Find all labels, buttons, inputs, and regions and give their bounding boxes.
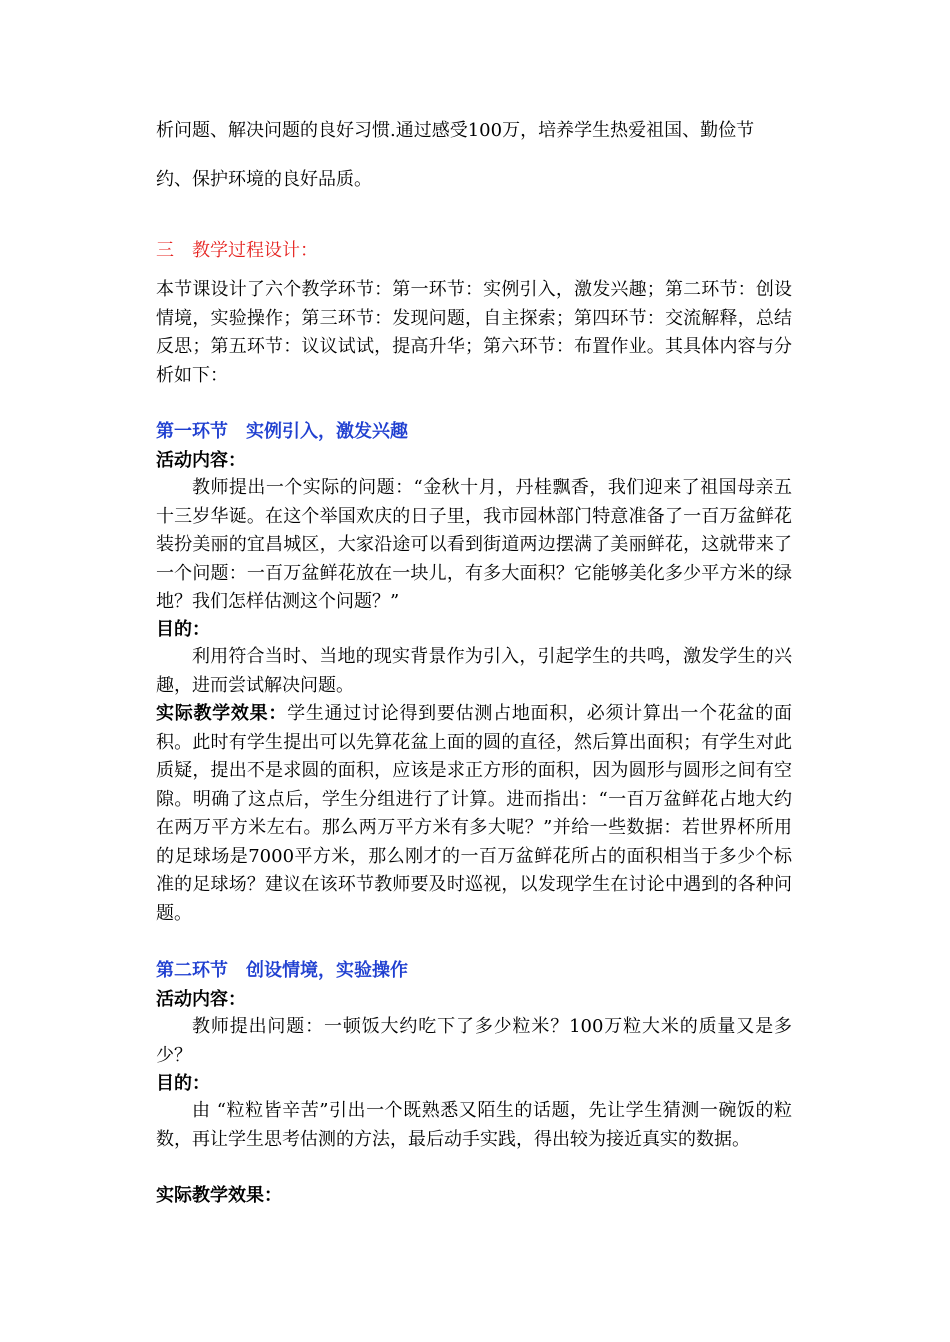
stage-1-effect-text: 学生通过讨论得到要估测占地面积，必须计算出一个花盆的面积。此时有学生提出可以先算花盆上面的圆的直径，然后算出面积；有学生对此质疑，提出不是求圆的面积，应该是求正方形的面积，因为圆形与圆形之间有空隙。明确了这点后，学生分组进行了计算。进而指出：“一百万盆鲜花占地大约在两万平方米左右。那么两万平方米有多大呢？”并给一些数据：若世界杯所用的足球场是7000平方米，那么刚才的一百万盆鲜花所占的面积相当于多少个标准的足球场？建议在该环节教师要及时巡视，以发现学生在讨论中遇到的各种问题。 [156, 703, 792, 924]
stage-1-purpose: 利用符合当时、当地的现实背景作为引入，引起学生的共鸣，激发学生的兴趣，进而尝试解决问题。 [156, 646, 792, 696]
stage-1-effect [156, 700, 792, 928]
section-3-overview: 本节课设计了六个教学环节：第一环节：实例引入，激发兴趣；第二环节：创设情境，实验操作；第三环节：发现问题，自主探索；第四环节：交流解释，总结反思；第五环节：议议试试，提高升华；第六环节：布置作业。其具体内容与分析如下： [156, 279, 792, 386]
stage-1-purpose-label: 目的： [156, 619, 210, 640]
stage-2-purpose-label: 目的： [156, 1073, 210, 1094]
stage-1-content: 教师提出一个实际的问题：“金秋十月，丹桂飘香，我们迎来了祖国母亲五十三岁华诞。在这个举国欢庆的日子里，我市园林部门特意准备了一百万盆鲜花装扮美丽的宜昌城区，大家沿途可以看到街道两边摆满了美丽鲜花，这就带来了一个问题：一百万盆鲜花放在一块儿，有多大面积？它能够美化多少平方米的绿地？我们怎样估测这个问题？” [156, 477, 792, 612]
stage-2-content: 教师提出问题：一顿饭大约吃下了多少粒米？100万粒大米的质量又是多少？ [156, 1016, 792, 1066]
stage-1-content-label: 活动内容： [156, 450, 246, 471]
intro-tail-line-1: 析问题、解决问题的良好习惯.通过感受100万，培养学生热爱祖国、勤俭节 [156, 120, 755, 141]
stage-2-purpose: 由 “粒粒皆辛苦”引出一个既熟悉又陌生的话题，先让学生猜测一碗饭的粒数，再让学生思考估测的方法，最后动手实践，得出较为接近真实的数据。 [156, 1100, 792, 1150]
section-3-heading: 三 教学过程设计： [156, 240, 318, 261]
stage-1-effect-label: 实际教学效果： [156, 703, 288, 724]
stage-2-heading: 第二环节 创设情境，实验操作 [156, 960, 408, 981]
stage-2-effect-label: 实际教学效果： [156, 1185, 282, 1206]
intro-tail-line-2: 约、保护环境的良好品质。 [156, 169, 372, 190]
stage-1-heading: 第一环节 实例引入，激发兴趣 [156, 421, 408, 442]
stage-2-content-label: 活动内容： [156, 989, 246, 1010]
